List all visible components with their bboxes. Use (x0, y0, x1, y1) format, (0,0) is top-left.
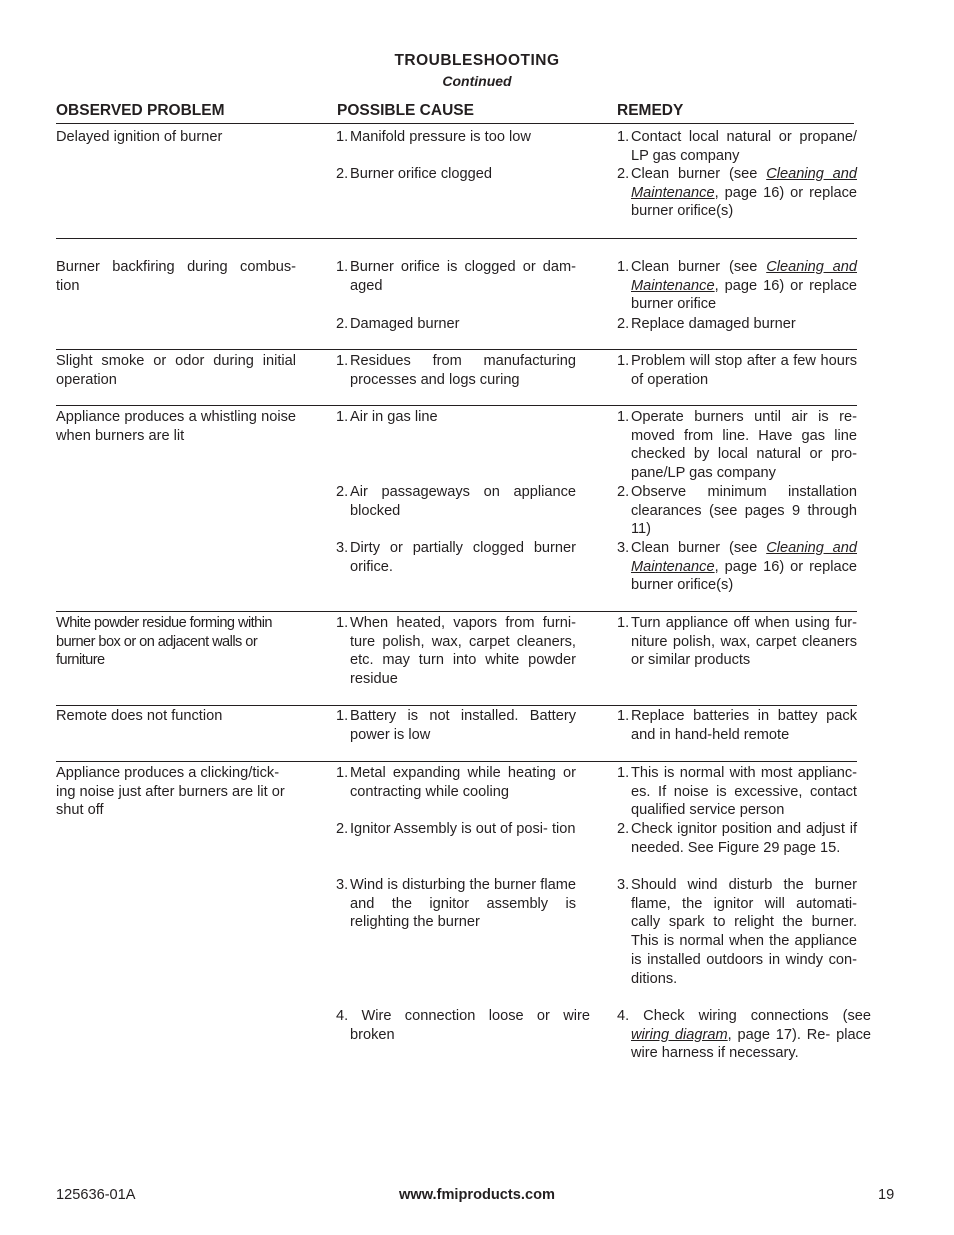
item-number: 1. (336, 409, 349, 425)
column-header-remedy: REMEDY (617, 102, 684, 119)
remedy-text: Contact local natural or propane/ LP gas company (631, 129, 857, 164)
cause-text: Damaged burner (350, 316, 460, 332)
page-subtitle: Continued (442, 73, 512, 89)
item-number: 1. (336, 259, 349, 275)
item-number: 1. (617, 259, 630, 275)
item-number: 1. (617, 409, 630, 425)
remedy-text: Turn appliance off when using fur- niture polish, wax, carpet cleaners or similar products (631, 615, 857, 669)
item-number: 1. (617, 353, 630, 369)
remedy-text: Check ignitor position and adjust if needed. See Figure 29 page 15. (631, 821, 857, 856)
remedy-text-part: , page 16) or replace burner orifice(s) (631, 558, 857, 594)
item-number: 3. (336, 540, 349, 556)
row-divider (56, 349, 857, 350)
problem-text: Remote does not function (56, 708, 223, 724)
remedy-text: Problem will stop after a few hours of operation (631, 353, 857, 388)
item-number: 1. (617, 765, 630, 781)
item-number: 2. (617, 484, 630, 500)
item-number: 2. (617, 316, 630, 332)
item-number: 1. (336, 765, 349, 781)
remedy-text (631, 539, 857, 595)
remedy-text-part: , page 16) or replace burner orifice (631, 277, 857, 313)
cause-text: 4. Wire connection loose or wire broken (336, 1008, 590, 1043)
cause-text: Residues from manufacturing processes and logs curing (350, 353, 576, 388)
item-number: 2. (336, 316, 349, 332)
remedy-text-part: 4. Check wiring connections (see (617, 1008, 871, 1024)
item-number: 2. (336, 166, 349, 182)
cause-text: Air in gas line (350, 409, 438, 425)
problem-text: Slight smoke or odor during initial operation (56, 353, 296, 388)
problem-text: Burner backfiring during combus- tion (56, 259, 296, 294)
cleaning-maintenance-link[interactable]: Cleaning and Maintenance (631, 540, 857, 575)
header-divider (56, 123, 854, 124)
problem-text: Delayed ignition of burner (56, 129, 223, 145)
remedy-text (631, 258, 857, 314)
row-divider (56, 405, 857, 406)
remedy-text: Observe minimum installation clearances (see pages 9 through 11) (631, 484, 857, 538)
remedy-text: This is normal with most applianc- es. If noise is excessive, contact qualified service person (631, 765, 857, 819)
item-number: 1. (617, 708, 630, 724)
remedy-text-part: , page 17). Re- place wire harness if necessary. (631, 1026, 871, 1062)
row-divider (56, 238, 857, 239)
cleaning-maintenance-link[interactable]: Cleaning and Maintenance (631, 259, 857, 294)
remedy-text (631, 165, 857, 221)
cause-text: When heated, vapors from furni- ture polish, wax, carpet cleaners, etc. may turn into white powder residue (350, 615, 576, 688)
remedy-text-part: Clean burner (see (631, 166, 767, 182)
wiring-diagram-link[interactable]: wiring diagram (631, 1026, 728, 1043)
remedy-text: Should wind disturb the burner flame, the ignitor will automati- cally spark to relight the burner. This is normal when the appliance is installed outdoors in windy con- ditions. (631, 877, 857, 987)
problem-text: White powder residue forming within burner box or on adjacent walls or furniture (56, 615, 272, 669)
remedy-text: Replace batteries in battey pack and in hand-held remote (631, 708, 857, 743)
remedy-text-part: , page 16) or replace burner orifice(s) (631, 184, 857, 220)
item-number: 1. (617, 615, 630, 631)
remedy-text (617, 1007, 871, 1063)
page-number: 19 (878, 1187, 895, 1203)
column-header-cause: POSSIBLE CAUSE (337, 102, 474, 119)
row-divider (56, 611, 857, 612)
cause-text: Battery is not installed. Battery power is low (350, 708, 576, 743)
item-number: 3. (336, 877, 349, 893)
item-number: 1. (336, 708, 349, 724)
page-title: TROUBLESHOOTING (394, 52, 560, 69)
row-divider (56, 705, 857, 706)
cause-text: Burner orifice is clogged or dam- aged (350, 259, 576, 294)
item-number: 2. (617, 166, 630, 182)
remedy-text: Operate burners until air is re- moved from line. Have gas line checked by local natural or pro- pane/LP gas company (631, 409, 857, 482)
item-number: 1. (336, 353, 349, 369)
item-number: 3. (617, 877, 630, 893)
remedy-text-part: Clean burner (see (631, 259, 767, 275)
item-number: 1. (617, 129, 630, 145)
item-number: 3. (617, 540, 630, 556)
remedy-text-part: Clean burner (see (631, 540, 767, 556)
item-number: 2. (336, 484, 349, 500)
cause-text: Wind is disturbing the burner flame and the ignitor assembly is relighting the burner (350, 877, 576, 931)
column-header-problem: OBSERVED PROBLEM (56, 102, 225, 119)
cause-text: Dirty or partially clogged burner orifice. (350, 540, 576, 575)
cleaning-maintenance-link[interactable]: Cleaning and Maintenance (631, 166, 857, 201)
item-number: 2. (336, 821, 349, 837)
row-divider (56, 761, 857, 762)
cause-text: Air passageways on appliance blocked (350, 484, 576, 519)
item-number: 1. (336, 615, 349, 631)
remedy-text: Replace damaged burner (631, 316, 796, 332)
item-number: 2. (617, 821, 630, 837)
item-number: 1. (336, 129, 349, 145)
cause-text: Ignitor Assembly is out of posi- tion (350, 821, 576, 837)
doc-number: 125636-01A (56, 1187, 136, 1203)
cause-text: Burner orifice clogged (350, 166, 492, 182)
cause-text: Manifold pressure is too low (350, 129, 531, 145)
problem-text: Appliance produces a clicking/tick- ing noise just after burners are lit or shut off (56, 765, 285, 819)
problem-text: Appliance produces a whistling noise when burners are lit (56, 409, 296, 444)
cause-text: Metal expanding while heating or contracting while cooling (350, 765, 576, 800)
website-link[interactable]: www.fmiproducts.com (399, 1187, 555, 1203)
